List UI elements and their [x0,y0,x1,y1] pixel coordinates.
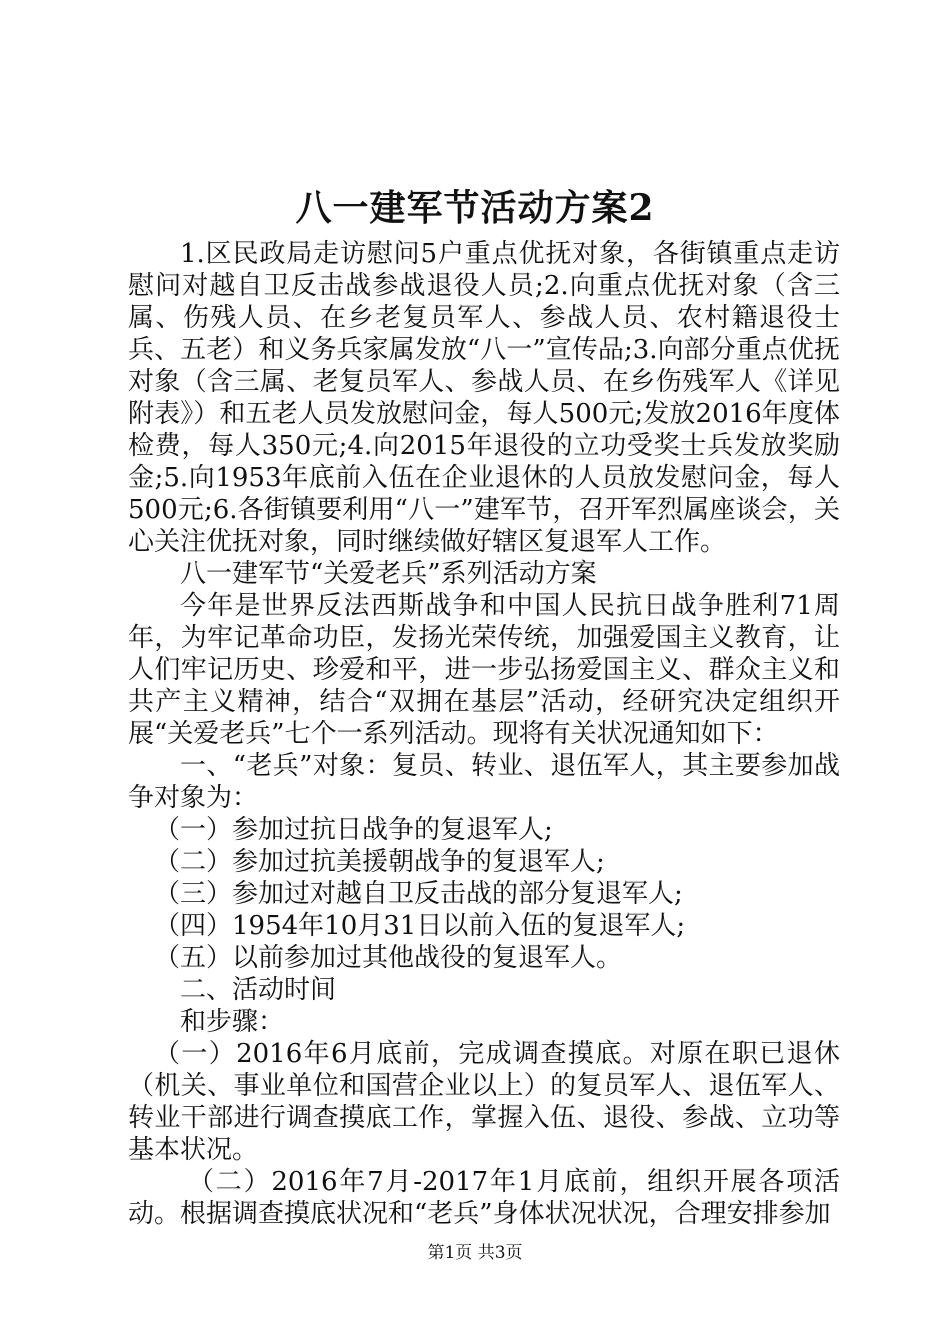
list-item: （五）以前参加过其他战役的复退军人。 [154,943,623,973]
page-number-footer: 第1页 共3页 [427,1243,523,1263]
list-item: （四）1954年10月31日以前入伍的复退军人; [154,911,686,941]
paragraph-veteran-targets: 一、“老兵”对象：复员、转业、退伍军人，其主要参加战争对象为： [128,751,840,813]
section-heading-veterans-plan: 八一建军节“关爱老兵”系列活动方案 [180,559,597,589]
list-item: （二）参加过抗美援朝战争的复退军人; [154,847,605,877]
list-item: （一）参加过抗日战争的复退军人; [154,815,553,845]
paragraph-introduction: 今年是世界反法西斯战争和中国人民抗日战争胜利71周年，为牢记革命功臣，发扬光荣传统，加强爱国主义教育，让人们牢记历史、珍爱和平，进一步弘扬爱国主义、群众主义和共产主义精神，结合“双拥在基层”活动，经研究决定组织开展“关爱老兵”七个一系列活动。现将有关状况通知如下： [128,591,840,749]
paragraph-step-one: （一）2016年6月底前，完成调查摸底。对原在职已退休（机关、事业单位和国营企业以上）的复员军人、退伍军人、转业干部进行调查摸底工作，掌握入伍、退役、参战、立功等基本状况。 [128,1039,840,1165]
paragraph-step-two: （二）2016年7月-2017年1月底前，组织开展各项活动。根据调查摸底状况和“老兵”身体状况状况，合理安排参加 [128,1167,840,1229]
section-heading-activity-time: 二、活动时间 [180,975,337,1005]
paragraph-activities-list: 1.区民政局走访慰问5户重点优抚对象，各街镇重点走访慰问对越自卫反击战参战退役人员;2.向重点优抚对象（含三属、伤残人员、在乡老复员军人、参战人员、农村籍退役士兵、五老）和义务兵家属发放“八一”宣传品;3.向部分重点优抚对象（含三属、老复员军人、参战人员、在乡伤残军人《详见附表》）和五老人员发放慰问金，每人500元;发放2016年度体检费，每人350元;4.向2015年退役的立功受奖士兵发放奖励金;5.向1953年底前入伍在企业退休的人员放发慰问金，每人500元;6.各街镇要利用“八一”建军节，召开军烈属座谈会，关心关注优抚对象，同时继续做好辖区复退军人工作。 [128,239,840,557]
list-item: （三）参加过对越自卫反击战的部分复退军人; [154,879,683,909]
document-title: 八一建军节活动方案2 [295,187,655,229]
section-heading-steps: 和步骤： [180,1007,285,1037]
document-body [128,238,840,1230]
